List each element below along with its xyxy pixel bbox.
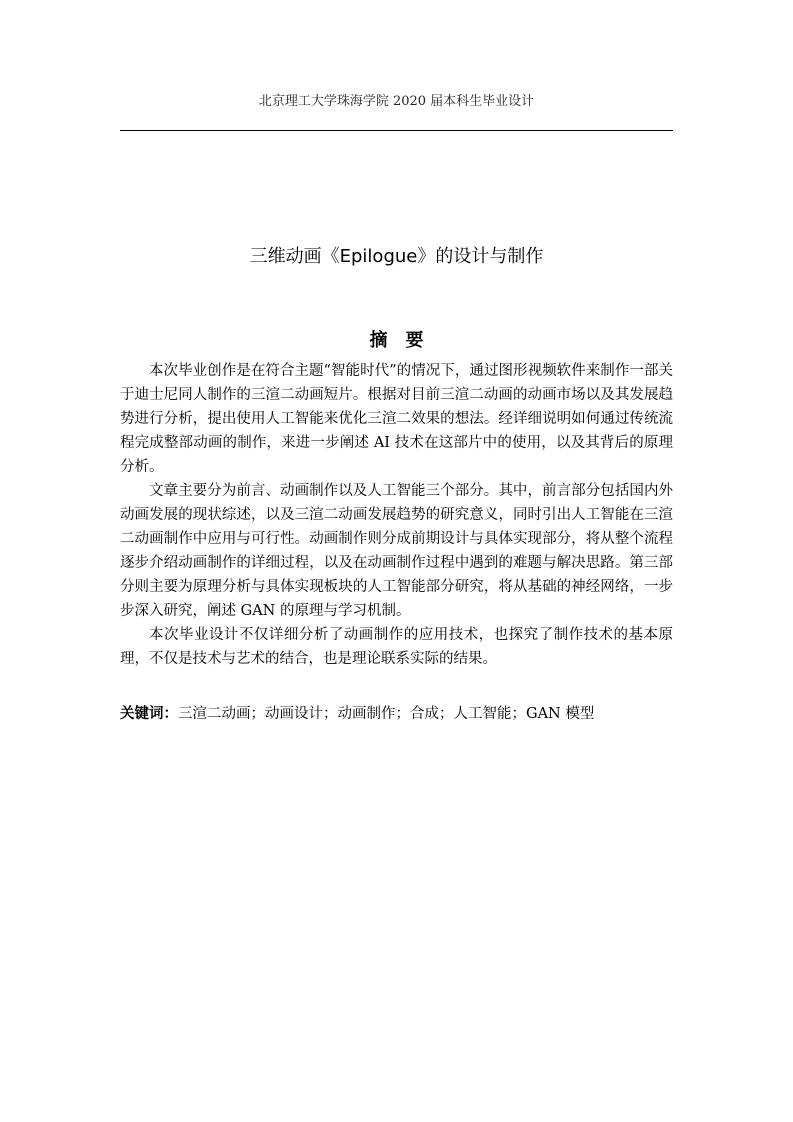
abstract-paragraph-2: 文章主要分为前言、动画制作以及人工智能三个部分。其中，前言部分包括国内外动画发展的现状综述，以及三渲二动画发展趋势的研究意义，同时引出人工智能在三渲二动画制作中应用与可行性。动画制作则分成前期设计与具体实现部分，将从整个流程逐步介绍动画制作的详细过程，以及在动画制作过程中遇到的难题与解决思路。第三部分则主要为原理分析与具体实现板块的人工智能部分研究，将从基础的神经网络，一步步深入研究，阐述 GAN 的原理与学习机制。 <box>120 483 673 619</box>
abstract-heading: 摘要 <box>369 330 442 351</box>
keywords-value: 三渲二动画；动画设计；动画制作；合成；人工智能；GAN 模型 <box>178 706 595 722</box>
thesis-title: 三维动画《Epilogue》的设计与制作 <box>249 246 544 267</box>
abstract-paragraph-3: 本次毕业设计不仅详细分析了动画制作的应用技术，也探究了制作技术的基本原理，不仅是技术与艺术的结合，也是理论联系实际的结果。 <box>120 627 673 667</box>
abstract-paragraph-1: 本次毕业创作是在符合主题“智能时代”的情况下，通过图形视频软件来制作一部关于迪士尼同人制作的三渲二动画短片。根据对目前三渲二动画的动画市场以及其发展趋势进行分析，提出使用人工智能来优化三渲二效果的想法。经详细说明如何通过传统流程完成整部动画的制作，来进一步阐述 AI 技术在这部片中的使用，以及其背后的原理分析。 <box>120 363 673 475</box>
abstract-body <box>120 359 673 671</box>
keywords-line <box>120 702 673 726</box>
header-rule <box>120 130 673 131</box>
keywords-label: 关键词： <box>120 706 178 722</box>
page-header: 北京理工大学珠海学院 2020 届本科生毕业设计 <box>258 94 535 109</box>
